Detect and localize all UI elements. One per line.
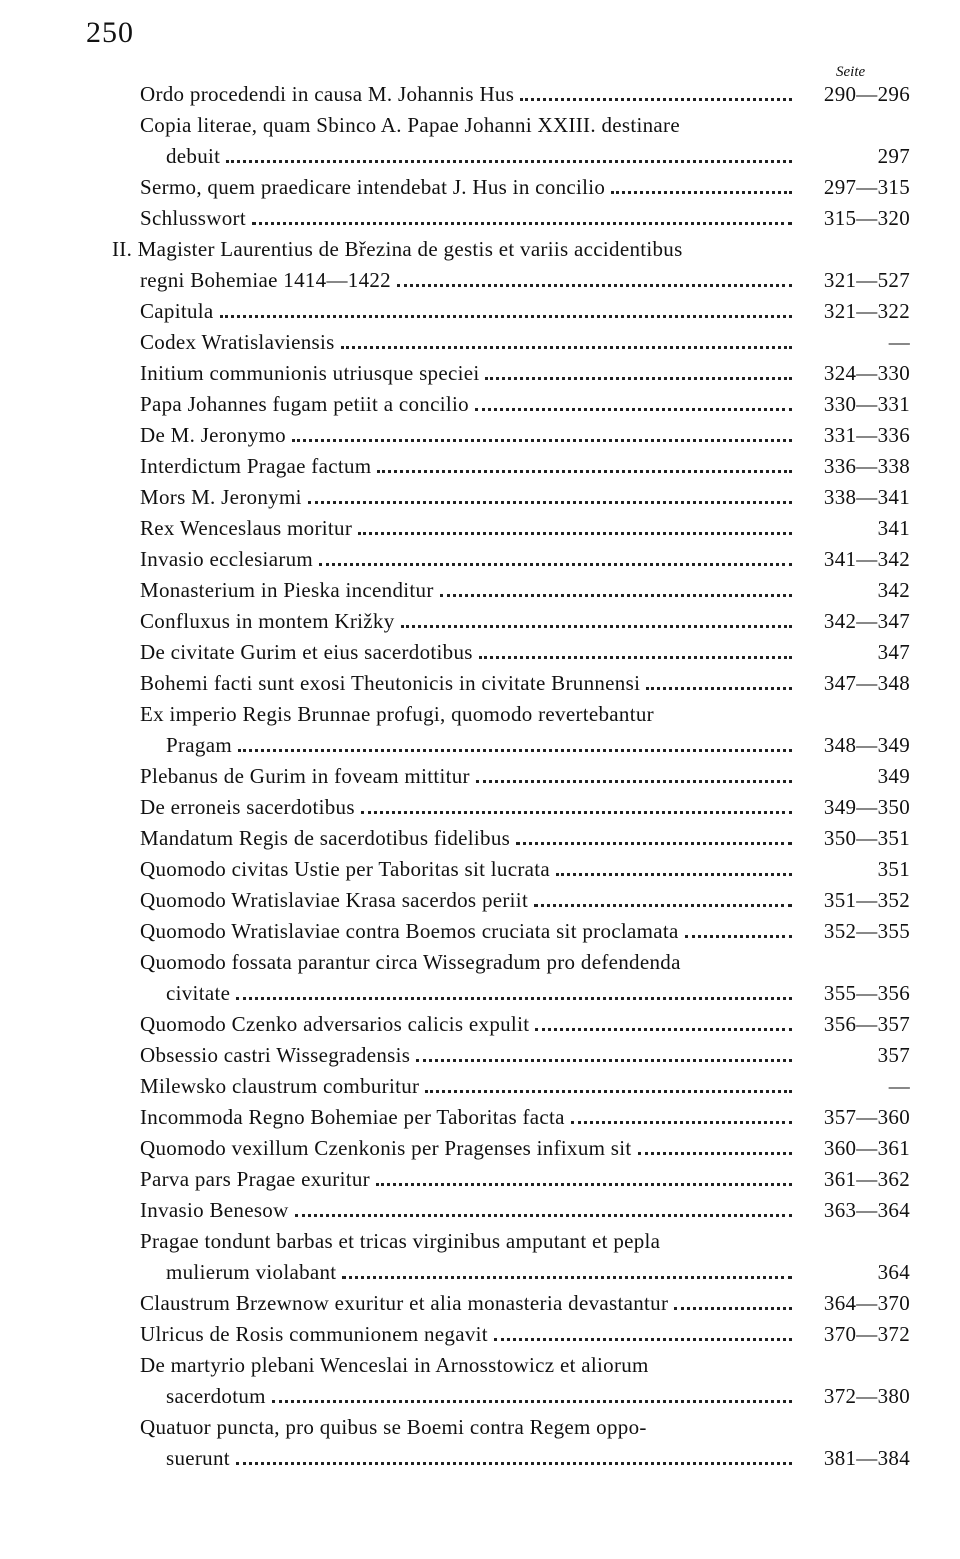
dot-leader xyxy=(516,841,792,845)
column-header: Seite xyxy=(836,64,866,80)
toc-entry-pages: 324—330 xyxy=(823,361,910,385)
toc-entry-title: Quomodo Czenko adversarios calicis expulit xyxy=(140,1012,530,1036)
toc-entry xyxy=(140,1099,910,1130)
toc-entry-title: Codex Wratislaviensis xyxy=(140,330,335,354)
toc-entry-pages: 336—338 xyxy=(823,454,910,478)
toc-entry xyxy=(140,882,910,913)
dot-leader xyxy=(401,624,792,628)
toc-entry-title: Invasio ecclesiarum xyxy=(140,547,314,571)
toc-entry-pages: 348—349 xyxy=(823,733,910,757)
toc-entry-pages: 347 xyxy=(877,640,910,664)
toc-entry-pages: 331—336 xyxy=(823,423,910,447)
toc-entry-title: Invasio Benesow xyxy=(140,1198,289,1222)
dot-leader xyxy=(252,221,792,225)
dot-leader xyxy=(226,159,792,163)
toc-entry-title: regni Bohemiae 1414—1422 xyxy=(140,268,391,292)
toc-entry-title: debuit xyxy=(166,144,221,168)
dot-leader xyxy=(479,655,792,659)
table-of-contents xyxy=(112,76,910,1471)
toc-entry-pages: 349 xyxy=(877,764,910,788)
dot-leader xyxy=(440,593,792,597)
toc-entry xyxy=(140,603,910,634)
toc-entry-title: Claustrum Brzewnow exuritur et alia monasteria devastantur xyxy=(140,1291,669,1315)
toc-entry xyxy=(140,634,910,665)
toc-entry xyxy=(140,1254,910,1285)
toc-entry xyxy=(140,727,910,758)
toc-entry-title: civitate xyxy=(166,981,231,1005)
toc-entry-title: Parva pars Pragae exuritur xyxy=(140,1167,370,1191)
toc-entry-title: Bohemi facti sunt exosi Theutonicis in civitate Brunnensi xyxy=(140,671,641,695)
dot-leader xyxy=(685,934,792,938)
toc-entry-pages: 351 xyxy=(877,857,910,881)
toc-entry-pages: 356—357 xyxy=(823,1012,910,1036)
toc-entry-title: Interdictum Pragae factum xyxy=(140,454,372,478)
dot-leader xyxy=(376,1182,792,1186)
dot-leader xyxy=(292,438,792,442)
toc-entry-first-line: Ex imperio Regis Brunnae profugi, quomodo revertebantur xyxy=(140,702,654,726)
toc-entry-pages: 370—372 xyxy=(823,1322,910,1346)
dot-leader xyxy=(485,376,792,380)
toc-entry xyxy=(140,851,910,882)
dot-leader xyxy=(416,1058,792,1062)
toc-entry-title: Sermo, quem praedicare intendebat J. Hus in concilio xyxy=(140,175,606,199)
toc-entry-title: Monasterium in Pieska incenditur xyxy=(140,578,434,602)
toc-entry-pages: 342 xyxy=(877,578,910,602)
toc-entry xyxy=(140,1378,910,1409)
toc-entry xyxy=(140,1130,910,1161)
toc-entry-title: Incommoda Regno Bohemiae per Taboritas facta xyxy=(140,1105,565,1129)
dot-leader xyxy=(341,345,792,349)
toc-entry xyxy=(140,1037,910,1068)
dot-leader xyxy=(295,1213,792,1217)
toc-entry-title: Capitula xyxy=(140,299,214,323)
toc-entry-pages: 357—360 xyxy=(823,1105,910,1129)
toc-entry-pages: 297—315 xyxy=(823,175,910,199)
toc-entry-title: Initium communionis utriusque speciei xyxy=(140,361,480,385)
toc-entry xyxy=(140,76,910,107)
toc-entry-title: Mors M. Jeronymi xyxy=(140,485,302,509)
toc-entry xyxy=(140,820,910,851)
toc-entry xyxy=(140,541,910,572)
toc-entry-pages: 315—320 xyxy=(823,206,910,230)
dot-leader xyxy=(571,1120,792,1124)
toc-entry-pages: 290—296 xyxy=(823,82,910,106)
toc-entry-pages: 352—355 xyxy=(823,919,910,943)
dot-leader xyxy=(476,779,792,783)
toc-entry-title: Pragam xyxy=(166,733,232,757)
toc-entry-title: Obsessio castri Wissegradensis xyxy=(140,1043,411,1067)
toc-entry-first-line: De martyrio plebani Wenceslai in Arnosstowicz et aliorum xyxy=(140,1353,649,1377)
page-number: 250 xyxy=(86,16,134,49)
toc-entry-pages: 355—356 xyxy=(823,981,910,1005)
toc-entry-pages: — xyxy=(888,1074,910,1098)
toc-entry xyxy=(140,262,910,293)
toc-entry-first-line: II. Magister Laurentius de Březina de gestis et variis accidentibus xyxy=(112,237,683,261)
toc-entry-title: De civitate Gurim et eius sacerdotibus xyxy=(140,640,473,664)
toc-entry-title: Confluxus in montem Križky xyxy=(140,609,395,633)
toc-entry-title: Milewsko claustrum comburitur xyxy=(140,1074,420,1098)
toc-entry-title: Schlusswort xyxy=(140,206,246,230)
toc-entry-first-line: Quomodo fossata parantur circa Wissegradum pro defendenda xyxy=(140,950,681,974)
toc-entry-first-line: Copia literae, quam Sbinco A. Papae Johanni XXIII. destinare xyxy=(140,113,680,137)
dot-leader xyxy=(272,1399,792,1403)
toc-entry xyxy=(140,665,910,696)
dot-leader xyxy=(238,748,792,752)
dot-leader xyxy=(494,1337,792,1341)
toc-entry xyxy=(140,386,910,417)
dot-leader xyxy=(220,314,792,318)
dot-leader xyxy=(308,500,792,504)
dot-leader xyxy=(236,996,792,1000)
toc-entry-pages: 361—362 xyxy=(823,1167,910,1191)
toc-entry-title: Quomodo Wratislaviae contra Boemos cruciata sit proclamata xyxy=(140,919,679,943)
toc-entry-title: Mandatum Regis de sacerdotibus fidelibus xyxy=(140,826,511,850)
toc-entry-pages: 342—347 xyxy=(823,609,910,633)
toc-entry xyxy=(140,1006,910,1037)
toc-entry-pages: — xyxy=(888,330,910,354)
toc-entry xyxy=(140,975,910,1006)
dot-leader xyxy=(520,97,792,101)
toc-entry xyxy=(140,510,910,541)
toc-entry-title: Rex Wenceslaus moritur xyxy=(140,516,353,540)
toc-entry-pages: 381—384 xyxy=(823,1446,910,1470)
dot-leader xyxy=(236,1461,792,1465)
toc-entry-pages: 341 xyxy=(877,516,910,540)
toc-entry-pages: 347—348 xyxy=(823,671,910,695)
dot-leader xyxy=(342,1275,792,1279)
dot-leader xyxy=(425,1089,792,1093)
dot-leader xyxy=(397,283,792,287)
toc-entry-pages: 364 xyxy=(877,1260,910,1284)
toc-entry-title: De erroneis sacerdotibus xyxy=(140,795,355,819)
toc-entry-pages: 338—341 xyxy=(823,485,910,509)
toc-entry-pages: 372—380 xyxy=(823,1384,910,1408)
dot-leader xyxy=(646,686,792,690)
dot-leader xyxy=(611,190,792,194)
toc-entry-title: Quomodo civitas Ustie per Taboritas sit lucrata xyxy=(140,857,550,881)
dot-leader xyxy=(358,531,792,535)
toc-entry-pages: 330—331 xyxy=(823,392,910,416)
toc-entry-pages: 364—370 xyxy=(823,1291,910,1315)
toc-entry-title: Papa Johannes fugam petiit a concilio xyxy=(140,392,469,416)
toc-entry-title: Ulricus de Rosis communionem negavit xyxy=(140,1322,488,1346)
toc-entry-title: Ordo procedendi in causa M. Johannis Hus xyxy=(140,82,515,106)
toc-entry xyxy=(140,293,910,324)
toc-entry-pages: 357 xyxy=(877,1043,910,1067)
toc-entry xyxy=(140,572,910,603)
toc-entry xyxy=(140,1192,910,1223)
toc-entry xyxy=(140,417,910,448)
toc-entry-title: Quomodo Wratislaviae Krasa sacerdos periit xyxy=(140,888,529,912)
toc-entry-pages: 363—364 xyxy=(823,1198,910,1222)
toc-entry xyxy=(140,138,910,169)
toc-entry-title: De M. Jeronymo xyxy=(140,423,286,447)
toc-entry xyxy=(140,1285,910,1316)
toc-entry-first-line: Quatuor puncta, pro quibus se Boemi contra Regem oppo- xyxy=(140,1415,647,1439)
toc-entry xyxy=(140,1161,910,1192)
toc-entry xyxy=(140,758,910,789)
toc-entry-first-line: Pragae tondunt barbas et tricas virginibus amputant et pepla xyxy=(140,1229,661,1253)
dot-leader xyxy=(319,562,792,566)
toc-entry xyxy=(140,913,910,944)
dot-leader xyxy=(556,872,792,876)
dot-leader xyxy=(535,1027,792,1031)
toc-entry-title: suerunt xyxy=(166,1446,230,1470)
toc-entry xyxy=(140,324,910,355)
toc-entry-pages: 321—322 xyxy=(823,299,910,323)
dot-leader xyxy=(674,1306,792,1310)
dot-leader xyxy=(475,407,792,411)
toc-entry-pages: 349—350 xyxy=(823,795,910,819)
toc-entry-title: mulierum violabant xyxy=(166,1260,337,1284)
toc-entry-title: Quomodo vexillum Czenkonis per Pragenses infixum sit xyxy=(140,1136,632,1160)
toc-entry-pages: 360—361 xyxy=(823,1136,910,1160)
toc-entry-pages: 297 xyxy=(877,144,910,168)
toc-entry xyxy=(140,1068,910,1099)
dot-leader xyxy=(377,469,792,473)
dot-leader xyxy=(534,903,792,907)
toc-entry-title: Plebanus de Gurim in foveam mittitur xyxy=(140,764,470,788)
dot-leader xyxy=(361,810,792,814)
toc-entry-pages: 351—352 xyxy=(823,888,910,912)
toc-entry-pages: 341—342 xyxy=(823,547,910,571)
toc-entry xyxy=(140,448,910,479)
toc-entry xyxy=(140,789,910,820)
toc-entry xyxy=(140,479,910,510)
dot-leader xyxy=(638,1151,792,1155)
toc-entry xyxy=(140,355,910,386)
toc-entry-title: sacerdotum xyxy=(166,1384,266,1408)
toc-entry-pages: 321—527 xyxy=(823,268,910,292)
toc-entry xyxy=(140,200,910,231)
toc-entry xyxy=(140,169,910,200)
toc-entry xyxy=(140,1316,910,1347)
toc-entry xyxy=(140,1440,910,1471)
toc-entry-pages: 350—351 xyxy=(823,826,910,850)
